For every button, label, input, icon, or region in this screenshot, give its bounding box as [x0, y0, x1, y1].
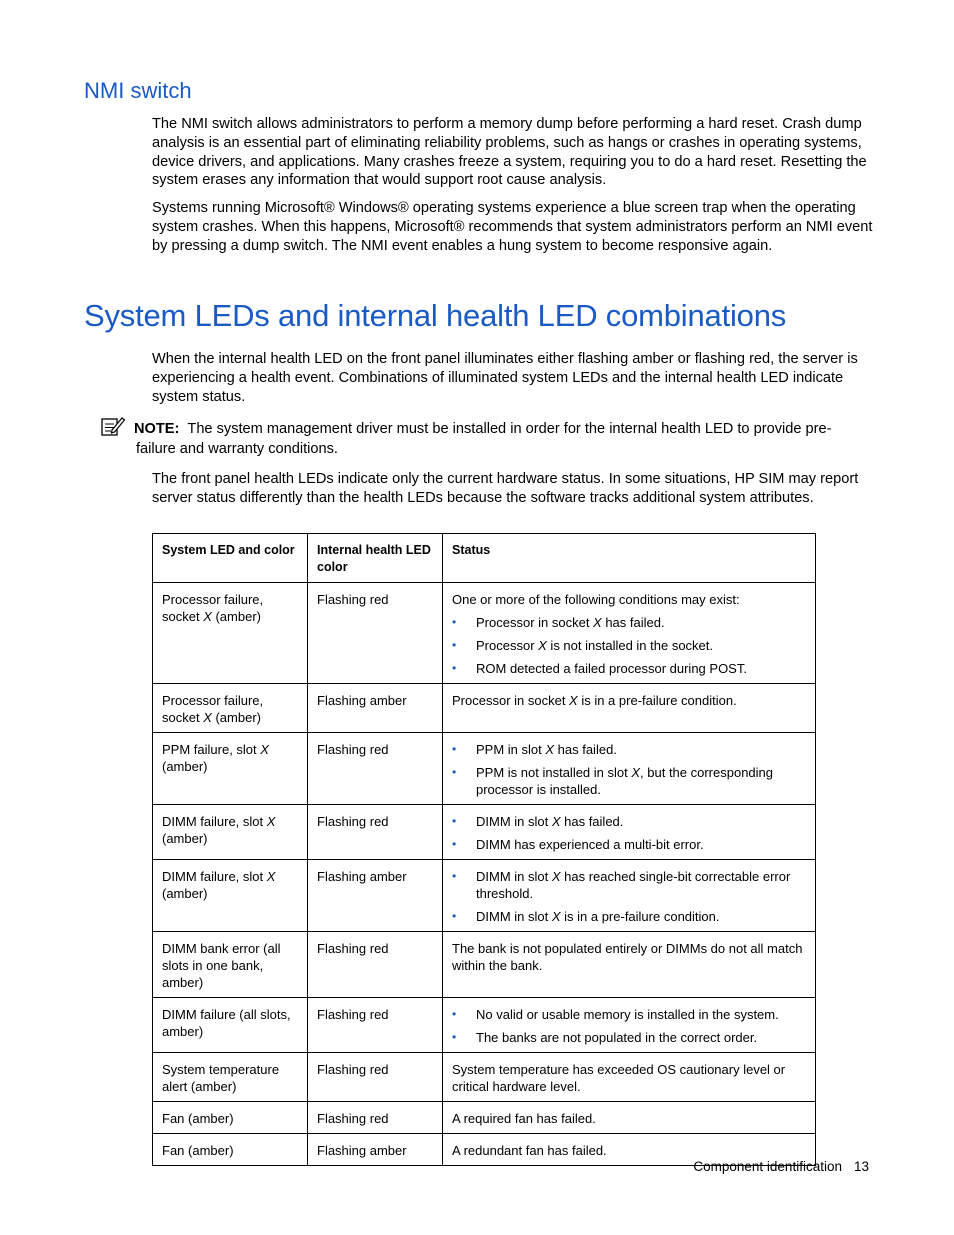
cell-system-led: DIMM failure, slot X (amber): [153, 860, 308, 932]
cell-internal-health-led: Flashing red: [308, 583, 443, 684]
column-header-status: Status: [443, 534, 816, 583]
cell-status: [443, 932, 816, 998]
status-bullet-list: [452, 741, 806, 798]
status-text: The bank is not populated entirely or DIMMs do not all match within the bank.: [452, 941, 803, 973]
status-bullet-item: [452, 764, 806, 798]
cell-internal-health-led: Flashing red: [308, 805, 443, 860]
leds-intro-paragraph: When the internal health LED on the front panel illuminates either flashing amber or flashing red, the server is experiencing a health event. Combinations of illuminated system LEDs and the internal health LED indicate system status.: [152, 351, 858, 405]
bullet-text: ROM detected a failed processor during POST.: [476, 661, 747, 676]
cell-status: [443, 1053, 816, 1102]
cell-system-led: PPM failure, slot X (amber): [153, 733, 308, 805]
bullet-icon: •: [452, 869, 457, 883]
status-bullet-list: [452, 1006, 806, 1046]
bullet-icon: •: [452, 909, 457, 923]
bullet-text: DIMM has experienced a multi-bit error.: [476, 837, 704, 852]
bullet-icon: •: [452, 742, 457, 756]
table-row: [153, 1102, 816, 1134]
cell-internal-health-led: Flashing amber: [308, 1134, 443, 1166]
bullet-text: DIMM in slot X has reached single-bit correctable error threshold.: [476, 869, 791, 901]
status-text: One or more of the following conditions may exist:: [452, 592, 740, 607]
bullet-text: DIMM in slot X is in a pre-failure condition.: [476, 909, 720, 924]
status-bullet-item: [452, 660, 806, 677]
bullet-text: The banks are not populated in the correct order.: [476, 1030, 758, 1045]
note-pencil-icon: [100, 416, 126, 438]
cell-system-led: Processor failure, socket X (amber): [153, 583, 308, 684]
cell-status: [443, 805, 816, 860]
cell-system-led: System temperature alert (amber): [153, 1053, 308, 1102]
cell-status: [443, 998, 816, 1053]
bullet-text: No valid or usable memory is installed in the system.: [476, 1007, 779, 1022]
status-bullet-item: [452, 1006, 806, 1023]
note-text: [136, 420, 870, 459]
table-row: [153, 583, 816, 684]
status-bullet-item: [452, 908, 806, 925]
bullet-text: Processor X is not installed in the socket.: [476, 638, 714, 653]
page-number: 13: [853, 1159, 869, 1174]
bullet-text: Processor in socket X has failed.: [476, 615, 665, 630]
cell-system-led: Processor failure, socket X (amber): [153, 684, 308, 733]
status-bullet-list: [452, 614, 806, 677]
bullet-icon: •: [452, 638, 457, 652]
note-body: The system management driver must be installed in order for the internal health LED to provide pre-failure and warranty conditions.: [136, 421, 832, 457]
bullet-icon: •: [452, 615, 457, 629]
bullet-icon: •: [452, 1030, 457, 1044]
status-bullet-item: [452, 836, 806, 853]
table-row: [153, 932, 816, 998]
section-heading-system-leds: System LEDs and internal health LED combinations: [84, 298, 787, 333]
bullet-icon: •: [452, 765, 457, 779]
cell-internal-health-led: Flashing red: [308, 1102, 443, 1134]
status-bullet-item: [452, 741, 806, 758]
cell-system-led: Fan (amber): [153, 1102, 308, 1134]
cell-system-led: DIMM failure (all slots, amber): [153, 998, 308, 1053]
cell-system-led: Fan (amber): [153, 1134, 308, 1166]
cell-internal-health-led: Flashing red: [308, 932, 443, 998]
bullet-text: DIMM in slot X has failed.: [476, 814, 624, 829]
status-text: Processor in socket X is in a pre-failure condition.: [452, 693, 737, 708]
cell-status: [443, 733, 816, 805]
table-header-row: [153, 534, 816, 583]
bullet-icon: •: [452, 837, 457, 851]
bullet-icon: •: [452, 661, 457, 675]
bullet-icon: •: [452, 1007, 457, 1021]
cell-system-led: DIMM bank error (all slots in one bank, amber): [153, 932, 308, 998]
bullet-text: PPM in slot X has failed.: [476, 742, 617, 757]
footer-section-name: Component identification: [693, 1159, 842, 1174]
cell-system-led: DIMM failure, slot X (amber): [153, 805, 308, 860]
cell-status: [443, 860, 816, 932]
table-row: [153, 1053, 816, 1102]
status-bullet-item: [452, 813, 806, 830]
status-bullet-item: [452, 637, 806, 654]
cell-internal-health-led: Flashing red: [308, 733, 443, 805]
nmi-paragraph-2: Systems running Microsoft® Windows® operating systems experience a blue screen trap when the operating system crashes. When this happens, Microsoft® recommends that system administrators perform an NMI event by pressing a dump switch. The NMI event enables a hung system to become responsive again.: [152, 200, 873, 254]
table-row: [153, 860, 816, 932]
table-row: [153, 684, 816, 733]
cell-status: [443, 583, 816, 684]
table-row: [153, 998, 816, 1053]
column-header-system-led: System LED and color: [153, 534, 308, 583]
section-heading-nmi-switch: NMI switch: [84, 78, 192, 103]
table-row: [153, 805, 816, 860]
cell-status: [443, 684, 816, 733]
led-status-table: [152, 533, 816, 1166]
status-text: A required fan has failed.: [452, 1111, 596, 1126]
status-bullet-list: [452, 813, 806, 853]
cell-internal-health-led: Flashing red: [308, 998, 443, 1053]
status-bullet-item: [452, 868, 806, 902]
note-label: NOTE:: [134, 421, 180, 437]
cell-internal-health-led: Flashing amber: [308, 860, 443, 932]
table-row: [153, 733, 816, 805]
status-bullet-item: [452, 614, 806, 631]
status-bullet-item: [452, 1029, 806, 1046]
after-note-paragraph: The front panel health LEDs indicate only the current hardware status. In some situations, HP SIM may report server status differently than the health LEDs because the software tracks additional system attributes.: [152, 471, 859, 506]
cell-internal-health-led: Flashing red: [308, 1053, 443, 1102]
column-header-internal-health-led: Internal health LED color: [308, 534, 443, 583]
status-text: A redundant fan has failed.: [452, 1143, 607, 1158]
status-text: System temperature has exceeded OS cautionary level or critical hardware level.: [452, 1062, 786, 1094]
page-footer: [693, 1159, 869, 1174]
bullet-icon: •: [452, 814, 457, 828]
status-bullet-list: [452, 868, 806, 925]
cell-internal-health-led: Flashing amber: [308, 684, 443, 733]
cell-status: [443, 1102, 816, 1134]
bullet-text: PPM is not installed in slot X, but the corresponding processor is installed.: [476, 765, 774, 797]
nmi-paragraph-1: The NMI switch allows administrators to perform a memory dump before performing a hard reset. Crash dump analysis is an essential part of eliminating reliability problems, such as hangs or crashes in operating systems, device drivers, and applications. Many crashes freeze a system, requiring you to do a hard reset. Resetting the system erases any information that would support root cause analysis.: [152, 116, 867, 189]
